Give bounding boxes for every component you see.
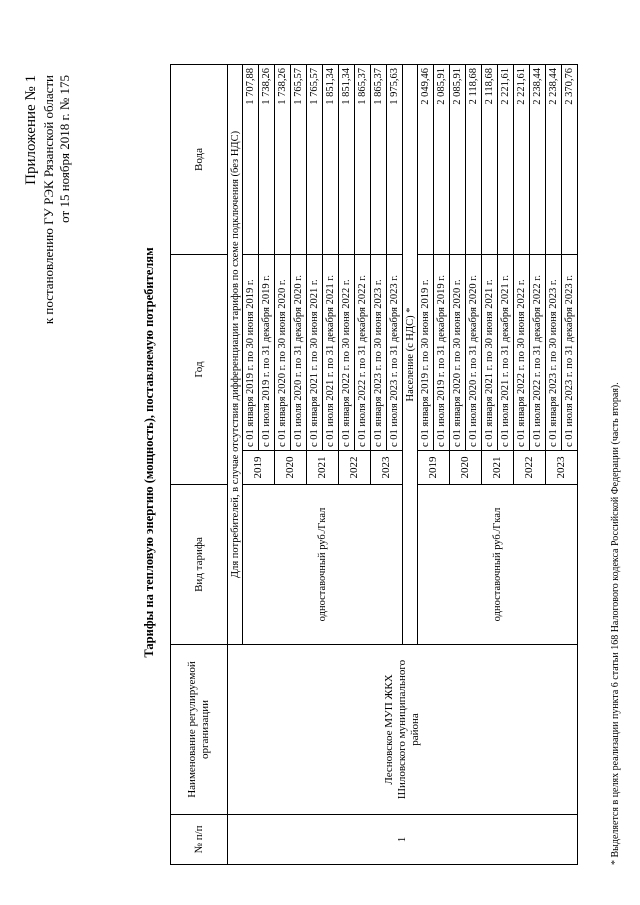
header-tariff-type: Вид тарифа <box>171 485 228 645</box>
period-cell: с 01 января 2022 г. по 30 июня 2022 г. <box>339 255 355 451</box>
water-tariff-value: 1 738,26 <box>259 65 275 255</box>
period-cell: с 01 июля 2023 г. по 31 декабря 2023 г. <box>562 255 578 451</box>
period-cell: с 01 января 2021 г. по 30 июня 2021 г. <box>307 255 323 451</box>
year-cell: 2019 <box>243 451 275 485</box>
period-cell: с 01 января 2020 г. по 30 июня 2020 г. <box>450 255 466 451</box>
year-cell: 2020 <box>450 451 482 485</box>
water-tariff-value: 1 851,34 <box>323 65 339 255</box>
water-tariff-value: 1 765,57 <box>291 65 307 255</box>
water-tariff-value: 2 118,68 <box>466 65 482 255</box>
tariff-table <box>170 64 578 865</box>
year-cell: 2022 <box>514 451 546 485</box>
period-cell: с 01 января 2019 г. по 30 июня 2019 г. <box>418 255 434 451</box>
organization-name: Лесновское МУП ЖКХ Шиловского муниципального района <box>228 645 578 815</box>
water-tariff-value: 1 865,37 <box>371 65 387 255</box>
tariff-type: одноставочный руб./Гкал <box>243 485 403 645</box>
period-cell: с 01 января 2023 г. по 30 июня 2023 г. <box>371 255 387 451</box>
period-cell: с 01 июля 2020 г. по 31 декабря 2020 г. <box>291 255 307 451</box>
period-cell: с 01 января 2022 г. по 30 июня 2022 г. <box>514 255 530 451</box>
period-cell: с 01 июля 2021 г. по 31 декабря 2021 г. <box>323 255 339 451</box>
year-cell: 2021 <box>482 451 514 485</box>
period-cell: с 01 января 2019 г. по 30 июня 2019 г. <box>243 255 259 451</box>
water-tariff-value: 2 238,44 <box>530 65 546 255</box>
table-body <box>228 65 578 865</box>
footnote: * Выделяется в целях реализации пункта 6 статьи 168 Налогового кодекса Российской Федерации (часть вторая). <box>610 382 621 865</box>
water-tariff-value: 2 049,46 <box>418 65 434 255</box>
water-tariff-value: 2 221,61 <box>498 65 514 255</box>
appendix-line-2: к постановлению ГУ РЭК Рязанской области <box>41 75 56 325</box>
section-title: Население (с НДС) * <box>403 65 418 645</box>
header-org: Наименование регулируемой организации <box>171 645 228 815</box>
period-cell: с 01 января 2023 г. по 30 июня 2023 г. <box>546 255 562 451</box>
year-cell: 2019 <box>418 451 450 485</box>
water-tariff-value: 1 851,34 <box>339 65 355 255</box>
period-cell: с 01 июля 2022 г. по 31 декабря 2022 г. <box>530 255 546 451</box>
period-cell: с 01 июля 2020 г. по 31 декабря 2020 г. <box>466 255 482 451</box>
row-number: 1 <box>228 815 578 865</box>
year-cell: 2020 <box>275 451 307 485</box>
header-num: № п/п <box>171 815 228 865</box>
period-cell: с 01 июля 2021 г. по 31 декабря 2021 г. <box>498 255 514 451</box>
table-header-row <box>171 65 228 865</box>
period-cell: с 01 июля 2023 г. по 31 декабря 2023 г. <box>387 255 403 451</box>
water-tariff-value: 2 221,61 <box>514 65 530 255</box>
period-cell: с 01 июля 2019 г. по 31 декабря 2019 г. <box>434 255 450 451</box>
period-cell: с 01 января 2021 г. по 30 июня 2021 г. <box>482 255 498 451</box>
water-tariff-value: 1 865,37 <box>355 65 371 255</box>
header-year: Год <box>171 255 228 485</box>
appendix-line-3: от 15 ноября 2018 г. № 175 <box>57 75 72 223</box>
section-title-row <box>228 65 243 865</box>
year-cell: 2023 <box>371 451 403 485</box>
water-tariff-value: 2 085,91 <box>434 65 450 255</box>
year-cell: 2023 <box>546 451 578 485</box>
appendix-line-1: Приложение № 1 <box>23 75 39 185</box>
tariff-type: одноставочный руб./Гкал <box>418 485 578 645</box>
period-cell: с 01 июля 2022 г. по 31 декабря 2022 г. <box>355 255 371 451</box>
period-cell: с 01 января 2020 г. по 30 июня 2020 г. <box>275 255 291 451</box>
water-tariff-value: 1 765,57 <box>307 65 323 255</box>
appendix-block <box>22 75 73 324</box>
water-tariff-value: 2 238,44 <box>546 65 562 255</box>
water-tariff-value: 1 738,26 <box>275 65 291 255</box>
header-water: Вода <box>171 65 228 255</box>
water-tariff-value: 2 118,68 <box>482 65 498 255</box>
water-tariff-value: 1 707,88 <box>243 65 259 255</box>
year-cell: 2022 <box>339 451 371 485</box>
water-tariff-value: 1 975,63 <box>387 65 403 255</box>
page-title: Тарифы на тепловую энергию (мощность), поставляемую потребителям <box>142 247 156 658</box>
water-tariff-value: 2 085,91 <box>450 65 466 255</box>
period-cell: с 01 июля 2019 г. по 31 декабря 2019 г. <box>259 255 275 451</box>
section-title: Для потребителей, в случае отсутствия дифференциации тарифов по схеме подключения (без НДС) <box>228 65 243 645</box>
water-tariff-value: 2 370,76 <box>562 65 578 255</box>
year-cell: 2021 <box>307 451 339 485</box>
